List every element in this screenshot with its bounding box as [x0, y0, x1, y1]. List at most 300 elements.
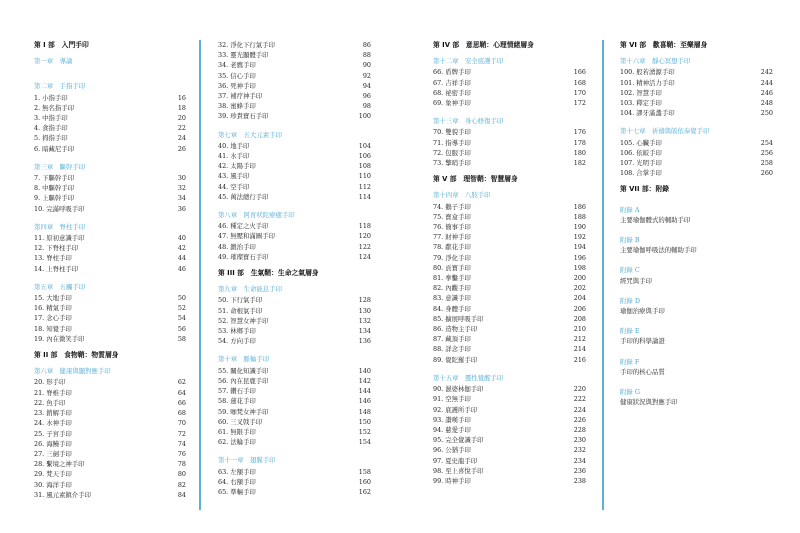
entry-title: 41. 水手印 [218, 152, 250, 161]
page-number: 230 [573, 436, 586, 445]
part-title: 第 VI 部 歡喜鞘：至樂層身 [620, 41, 708, 49]
page-number: 40 [177, 234, 186, 243]
page-number: 238 [573, 476, 586, 485]
page-number: 120 [358, 232, 371, 241]
toc-entry [34, 103, 186, 113]
page-number: 114 [358, 192, 371, 201]
toc-entry [433, 405, 586, 415]
page-number: 130 [358, 306, 371, 315]
toc-entry [34, 233, 186, 243]
page-number: 82 [177, 480, 186, 489]
entry-title: 82. 內觀手印 [433, 284, 471, 293]
toc-entry [34, 388, 186, 398]
entry-title: 92. 底護所手印 [433, 405, 478, 414]
page-number: 180 [573, 148, 586, 157]
toc-entry [218, 386, 371, 396]
toc-entry [433, 304, 586, 314]
toc-entry [433, 445, 586, 455]
toc-entry [433, 78, 586, 88]
toc-entry [218, 467, 371, 477]
page-number: 198 [573, 263, 586, 272]
toc-entry [34, 303, 186, 313]
part-title: 第 I 部 入門手印 [34, 41, 89, 49]
page-number: 152 [358, 427, 371, 436]
toc-entry [34, 429, 186, 439]
entry-title: 47. 無壓和滿圖手印 [218, 232, 275, 241]
page-number: 186 [573, 202, 586, 211]
page-number: 172 [573, 99, 586, 108]
toc-entry [433, 127, 586, 137]
page-number: 64 [177, 388, 186, 397]
toc-entry [218, 376, 371, 386]
toc-entry [218, 427, 371, 437]
entry-title: 74. 鵝子手印 [433, 202, 471, 211]
toc-entry [218, 242, 371, 252]
page-number: 84 [177, 490, 186, 499]
entry-title: 71. 指導手印 [433, 138, 471, 147]
toc-entry [218, 50, 371, 60]
page-number: 22 [177, 124, 186, 133]
toc-entry [218, 60, 371, 70]
page-number: 80 [177, 470, 186, 479]
page-number: 232 [573, 446, 586, 455]
toc-entry [218, 192, 371, 202]
entry-title: 103. 釋定手印 [620, 99, 662, 108]
entry-title: 27. 三劍手印 [34, 449, 72, 458]
page-number: 154 [358, 438, 371, 447]
page-number: 176 [573, 128, 586, 137]
toc-entry [34, 204, 186, 214]
toc-entry [433, 324, 586, 334]
entry-list [620, 138, 773, 179]
page-number: 190 [573, 223, 586, 232]
page-number: 56 [177, 324, 186, 333]
entry-title: 2. 無名指手印 [34, 103, 75, 112]
page-number: 54 [177, 314, 186, 323]
entry-title: 104. 謬牙滿盞手印 [620, 109, 675, 118]
entry-list [218, 366, 371, 448]
toc-entry [34, 133, 186, 143]
entry-title: 50. 下行氣手印 [218, 296, 263, 305]
page-number: 260 [760, 169, 773, 178]
entry-title: 45. 萬法總行手印 [218, 192, 269, 201]
page-number: 178 [573, 138, 586, 147]
toc-entry [34, 123, 186, 133]
page-number: 162 [358, 487, 371, 496]
toc-entry [433, 476, 586, 486]
entry-list [433, 202, 586, 365]
entry-title: 98. 至上喜悅手印 [433, 466, 484, 475]
page-number: 46 [177, 264, 186, 273]
page-number: 32 [177, 184, 186, 193]
entry-list [620, 67, 773, 118]
entry-title: 16. 精氣手印 [34, 304, 72, 313]
page-number: 44 [177, 254, 186, 263]
page-number: 36 [177, 204, 186, 213]
toc-entry [218, 161, 371, 171]
toc-entry [218, 71, 371, 81]
toc-entry [433, 355, 586, 365]
entry-title: 33. 靈光顯體手印 [218, 51, 269, 60]
toc-entry [218, 336, 371, 346]
entry-list [433, 127, 586, 168]
entry-title: 61. 無限手印 [218, 427, 256, 436]
toc-entry [218, 141, 371, 151]
page-number: 72 [177, 429, 186, 438]
toc-entry [34, 480, 186, 490]
chapter-title: 第三章 驅幹手印 [34, 162, 86, 171]
toc-entry [433, 283, 586, 293]
toc-entry [34, 490, 186, 500]
entry-title: 43. 風手印 [218, 172, 250, 181]
page-number: 160 [358, 477, 371, 486]
entry-title: 20. 形手印 [34, 378, 66, 387]
page-number: 74 [177, 439, 186, 448]
page-number: 110 [358, 172, 371, 181]
page-number: 182 [573, 159, 586, 168]
page-number: 210 [573, 325, 586, 334]
toc-entry [218, 295, 371, 305]
entry-title: 96. 公猶手印 [433, 446, 471, 455]
entry-title: 70. 雙貌手印 [433, 128, 471, 137]
appendix-title: 手印的科學論證 [620, 337, 665, 346]
toc-entry [34, 398, 186, 408]
entry-title: 29. 梵天手印 [34, 470, 72, 479]
entry-title: 80. 貢寶手印 [433, 263, 471, 272]
page-number: 228 [573, 425, 586, 434]
page-number: 136 [358, 337, 371, 346]
page-number: 140 [358, 366, 371, 375]
part-title: 第 IV 部 意思鞘：心理情緒層身 [433, 41, 534, 49]
page-number: 104 [358, 141, 371, 150]
page-number: 52 [177, 304, 186, 313]
toc-entry [620, 67, 773, 77]
page-number: 226 [573, 415, 586, 424]
toc-entry [620, 148, 773, 158]
page-number: 256 [760, 148, 773, 157]
toc-entry [433, 138, 586, 148]
page-number: 68 [177, 409, 186, 418]
page-number: 244 [760, 78, 773, 87]
page-number: 124 [358, 252, 371, 261]
entry-title: 49. 璀璨寶石手印 [218, 252, 269, 261]
entry-title: 24. 水神手印 [34, 419, 72, 428]
entry-title: 55. 關化知識手印 [218, 366, 269, 375]
entry-title: 21. 脊椎手印 [34, 388, 72, 397]
entry-title: 11. 原初意識手印 [34, 234, 85, 243]
entry-title: 99. 時神手印 [433, 476, 471, 485]
entry-title: 106. 依皈手印 [620, 148, 662, 157]
page-number: 88 [362, 51, 371, 60]
page-number: 26 [177, 144, 186, 153]
entry-title: 38. 蜜蜂手印 [218, 102, 256, 111]
entry-title: 40. 地手印 [218, 141, 250, 150]
appendix-title: 健康狀況與對應手印 [620, 398, 678, 407]
entry-list [218, 40, 371, 122]
toc-entry [433, 232, 586, 242]
page-number: 234 [573, 456, 586, 465]
page-number: 248 [760, 99, 773, 108]
toc-entry [218, 316, 371, 326]
entry-title: 69. 象神手印 [433, 99, 471, 108]
toc-entry [620, 138, 773, 148]
toc-entry [433, 158, 586, 168]
page-number: 204 [573, 294, 586, 303]
chapter-title: 第十五章 靈性覺醒手印 [433, 373, 504, 382]
toc-entry [433, 273, 586, 283]
toc-entry [433, 98, 586, 108]
toc-entry [218, 306, 371, 316]
entry-title: 79. 淨化手印 [433, 253, 471, 262]
chapter-title: 第二章 手指手印 [34, 82, 86, 91]
entry-title: 63. 左額手印 [218, 467, 256, 476]
entry-title: 84. 身體手印 [433, 304, 471, 313]
chapter-title: 第六章 健康與顯對應手印 [34, 367, 111, 376]
entry-title: 15. 大地手印 [34, 294, 72, 303]
toc-entry [218, 101, 371, 111]
entry-title: 83. 意識手印 [433, 294, 471, 303]
entry-title: 93. 讚嘆手印 [433, 415, 471, 424]
page-number: 118 [358, 222, 371, 231]
appendix-label: 附錄 B [620, 236, 640, 245]
entry-title: 76. 簡事手印 [433, 223, 471, 232]
entry-title: 87. 藏頂手印 [433, 335, 471, 344]
page-number: 98 [362, 102, 371, 111]
entry-title: 101. 精神活力手印 [620, 78, 675, 87]
page-number: 142 [358, 376, 371, 385]
entry-title: 46. 種定之火手印 [218, 222, 269, 231]
appendix-label: 附錄 F [620, 357, 640, 366]
entry-title: 13. 脊柱手印 [34, 254, 72, 263]
entry-title: 66. 盾牌手印 [433, 68, 471, 77]
toc-entry [433, 456, 586, 466]
chapter-title: 第九章 生命能息手印 [218, 285, 282, 294]
appendix-title: 手印的核心品質 [620, 367, 665, 376]
toc-column-1 [34, 40, 186, 500]
toc-entry [433, 435, 586, 445]
entry-title: 14. 上脊柱手印 [34, 264, 79, 273]
toc-entry [34, 313, 186, 323]
entry-title: 97. 夏史龍手印 [433, 456, 478, 465]
page-number: 220 [573, 385, 586, 394]
chapter-title: 第四章 脊柱手印 [34, 222, 86, 231]
page-number: 224 [573, 405, 586, 414]
entry-title: 88. 詳念手印 [433, 345, 471, 354]
page-number: 50 [177, 294, 186, 303]
toc-entry [218, 487, 371, 497]
toc-entry [218, 326, 371, 336]
entry-title: 39. 珍貴寶石手印 [218, 112, 269, 121]
entry-title: 1. 小指手印 [34, 93, 68, 102]
page-number: 216 [573, 355, 586, 364]
page-number: 206 [573, 304, 586, 313]
toc-entry [34, 144, 186, 154]
page-number: 146 [358, 397, 371, 406]
page-number: 166 [573, 68, 586, 77]
toc-entry [218, 477, 371, 487]
entry-title: 48. 鍛治手印 [218, 242, 256, 251]
toc-entry [433, 415, 586, 425]
entry-title: 95. 完全覺識手印 [433, 436, 484, 445]
toc-entry [433, 263, 586, 273]
chapter-title: 第十四章 八肢手印 [433, 191, 491, 200]
page-number: 200 [573, 274, 586, 283]
toc-entry [34, 408, 186, 418]
entry-title: 7. 下驅幹手印 [34, 174, 75, 183]
page-number: 208 [573, 314, 586, 323]
page-number: 90 [362, 61, 371, 70]
toc-entry [34, 293, 186, 303]
toc-entry [433, 384, 586, 394]
toc-entry [433, 425, 586, 435]
page-number: 158 [358, 467, 371, 476]
page-number: 150 [358, 417, 371, 426]
part-title: 第 II 部 食物鞘：物質層身 [34, 351, 119, 360]
toc-entry [433, 293, 586, 303]
toc-entry [218, 417, 371, 427]
entry-title: 17. 念心手印 [34, 314, 72, 323]
entry-title: 52. 智慧女神手印 [218, 316, 269, 325]
entry-title: 18. 知覺手印 [34, 324, 72, 333]
entry-title: 86. 造物主手印 [433, 325, 478, 334]
entry-title: 5. 拇指手印 [34, 134, 68, 143]
page-number: 30 [177, 174, 186, 183]
entry-title: 30. 海洋手印 [34, 480, 72, 489]
entry-title: 35. 信心手印 [218, 71, 256, 80]
toc-entry [218, 111, 371, 121]
appendix-title: 瑜伽治療與手印 [620, 307, 665, 316]
entry-title: 22. 魚手印 [34, 398, 66, 407]
appendix-label: 附錄 A [620, 205, 640, 214]
page-number: 24 [177, 134, 186, 143]
entry-title: 59. 咖梵女神手印 [218, 407, 269, 416]
entry-title: 3. 中指手印 [34, 114, 68, 123]
entry-title: 28. 繫境之神手印 [34, 460, 85, 469]
entry-title: 77. 財神手印 [433, 233, 471, 242]
page-number: 250 [760, 109, 773, 118]
page-number: 122 [358, 242, 371, 251]
toc-entry [433, 148, 586, 158]
page-number: 16 [177, 93, 186, 102]
chapter-title: 第五章 五觸手印 [34, 282, 86, 291]
page-number: 70 [177, 419, 186, 428]
toc-entry [433, 222, 586, 232]
toc-entry [218, 407, 371, 417]
page-number: 18 [177, 103, 186, 112]
page-number: 42 [177, 244, 186, 253]
toc-entry [34, 113, 186, 123]
toc-entry [433, 67, 586, 77]
entry-title: 91. 空無手印 [433, 395, 471, 404]
page-number: 106 [358, 152, 371, 161]
entry-title: 73. 擎哨手印 [433, 159, 471, 168]
toc-entry [34, 264, 186, 274]
page-number: 66 [177, 398, 186, 407]
toc-entry [218, 221, 371, 231]
page-number: 194 [573, 243, 586, 252]
entry-list [34, 377, 186, 499]
entry-title: 53. 林鄉手印 [218, 327, 256, 336]
entry-title: 60. 三叉戟手印 [218, 417, 263, 426]
toc-entry [218, 171, 371, 181]
page-number: 78 [177, 460, 186, 469]
entry-title: 105. 心臟手印 [620, 138, 662, 147]
entry-title: 19. 內在微笑手印 [34, 334, 85, 343]
entry-list [433, 67, 586, 108]
toc-entry [218, 396, 371, 406]
entry-list [34, 93, 186, 154]
toc-entry [433, 253, 586, 263]
page-number: 34 [177, 194, 186, 203]
entry-list [218, 295, 371, 346]
entry-title: 36. 死神手印 [218, 81, 256, 90]
toc-entry [620, 168, 773, 178]
chapter-title: 第七章 五大元素手印 [218, 130, 282, 139]
page-number: 94 [362, 81, 371, 90]
appendix-title: 經咒與手印 [620, 276, 652, 285]
entry-title: 85. 擴展呼吸手印 [433, 314, 484, 323]
toc-entry [218, 81, 371, 91]
toc-entry [620, 88, 773, 98]
toc-entry [34, 243, 186, 253]
toc-entry [34, 173, 186, 183]
toc-entry [34, 253, 186, 263]
entry-title: 34. 老鷹手印 [218, 61, 256, 70]
entry-title: 25. 子宮手印 [34, 429, 72, 438]
chapter-title: 第十二章 安全底護手印 [433, 57, 504, 66]
toc-entry [218, 252, 371, 262]
toc-entry [34, 324, 186, 334]
appendix-label: 附錄 C [620, 266, 640, 275]
entry-title: 89. 覺陀羅手印 [433, 355, 478, 364]
page-number: 170 [573, 88, 586, 97]
toc-entry [34, 449, 186, 459]
page-number: 144 [358, 387, 371, 396]
entry-title: 10. 完滿呼吸手印 [34, 204, 85, 213]
page-number: 20 [177, 114, 186, 123]
appendix-label: 附錄 D [620, 296, 640, 305]
page-number: 258 [760, 159, 773, 168]
entry-title: 102. 智慧手印 [620, 88, 662, 97]
entry-title: 58. 蓮花手印 [218, 397, 256, 406]
page-number: 86 [362, 41, 371, 49]
entry-title: 81. 拳鑿手印 [433, 274, 471, 283]
toc-entry [34, 469, 186, 479]
part-title: 第 III 部 生氣鞘：生命之氣層身 [218, 269, 319, 278]
entry-title: 56. 內在昆鹿手印 [218, 376, 269, 385]
entry-title: 68. 祕密手印 [433, 88, 471, 97]
appendix-list [620, 205, 773, 408]
column-divider-2 [602, 40, 604, 510]
entry-title: 23. 銷解手印 [34, 409, 72, 418]
page-number: 214 [573, 345, 586, 354]
toc-entry [433, 334, 586, 344]
page-number: 222 [573, 395, 586, 404]
toc-entry [34, 334, 186, 344]
entry-title: 72. 包服手印 [433, 148, 471, 157]
part-title: 第 V 部 理智鞘：智慧層身 [433, 175, 518, 184]
column-divider-1 [199, 40, 201, 510]
toc-entry [433, 212, 586, 222]
toc-entry [218, 182, 371, 192]
toc-entry [34, 377, 186, 387]
appendix-label: 附錄 E [620, 327, 640, 336]
toc-entry [433, 466, 586, 476]
chapter-title: 第十一章 翅膜手印 [218, 456, 276, 465]
entry-title: 57. 鑽石手印 [218, 387, 256, 396]
entry-title: 8. 中驅幹手印 [34, 184, 75, 193]
page-number: 92 [362, 71, 371, 80]
